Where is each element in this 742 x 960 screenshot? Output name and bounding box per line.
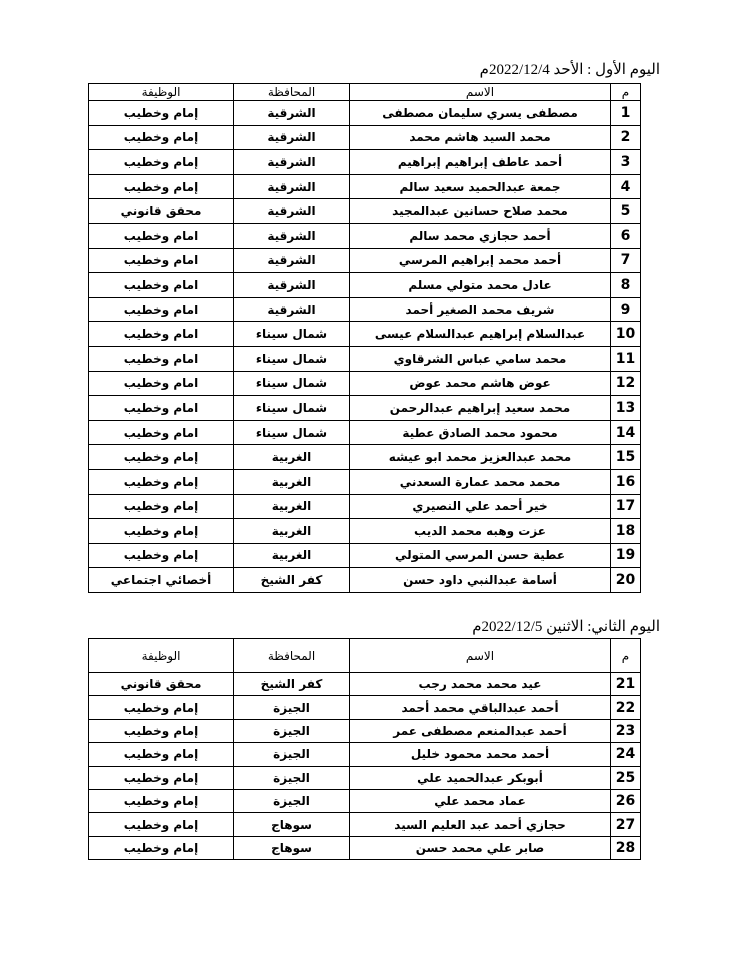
- table-row: [89, 150, 641, 175]
- row-name: محمد محمد عمارة السعدني: [350, 469, 611, 494]
- row-job: إمام وخطيب: [89, 445, 234, 470]
- row-name: محمد سامي عباس الشرقاوي: [350, 346, 611, 371]
- row-number: 13: [611, 396, 641, 421]
- header-name: الاسم: [350, 84, 611, 101]
- row-job: إمام وخطيب: [89, 469, 234, 494]
- header-name: الاسم: [350, 639, 611, 673]
- row-governorate: شمال سيناء: [234, 396, 350, 421]
- row-job: امام وخطيب: [89, 396, 234, 421]
- row-governorate: الشرقية: [234, 273, 350, 298]
- table-row: [89, 248, 641, 273]
- table-row: [89, 469, 641, 494]
- header-number: م: [611, 639, 641, 673]
- row-number: 17: [611, 494, 641, 519]
- table-row: [89, 371, 641, 396]
- row-name: أحمد عاطف إبراهيم إبراهيم: [350, 150, 611, 175]
- row-job: إمام وخطيب: [89, 174, 234, 199]
- table-row: [89, 543, 641, 568]
- header-job: الوظيفة: [89, 639, 234, 673]
- row-governorate: الشرقية: [234, 150, 350, 175]
- row-name: عيد محمد محمد رجب: [350, 673, 611, 696]
- row-governorate: الغربية: [234, 494, 350, 519]
- row-number: 3: [611, 150, 641, 175]
- row-governorate: الشرقية: [234, 199, 350, 224]
- row-job: إمام وخطيب: [89, 696, 234, 719]
- row-job: امام وخطيب: [89, 248, 234, 273]
- header-governorate: المحافظة: [234, 639, 350, 673]
- table-row: [89, 789, 641, 812]
- row-governorate: الغربية: [234, 519, 350, 544]
- row-number: 8: [611, 273, 641, 298]
- table-row: [89, 199, 641, 224]
- row-name: عبدالسلام إبراهيم عبدالسلام عيسى: [350, 322, 611, 347]
- row-job: إمام وخطيب: [89, 543, 234, 568]
- row-number: 25: [611, 766, 641, 789]
- row-name: محمد صلاح حسانين عبدالمجيد: [350, 199, 611, 224]
- row-governorate: شمال سيناء: [234, 420, 350, 445]
- row-name: عزت وهبه محمد الديب: [350, 519, 611, 544]
- row-governorate: الغربية: [234, 543, 350, 568]
- row-number: 27: [611, 813, 641, 836]
- row-number: 16: [611, 469, 641, 494]
- table-row: [89, 273, 641, 298]
- row-job: إمام وخطيب: [89, 766, 234, 789]
- row-governorate: سوهاج: [234, 836, 350, 859]
- row-number: 1: [611, 101, 641, 126]
- day2-heading: اليوم الثاني: الاثنين 2022/12/5م: [472, 619, 660, 635]
- row-name: أحمد محمد محمود خليل: [350, 743, 611, 766]
- row-governorate: شمال سيناء: [234, 322, 350, 347]
- row-job: إمام وخطيب: [89, 789, 234, 812]
- row-name: أحمد عبدالباقي محمد أحمد: [350, 696, 611, 719]
- row-number: 6: [611, 223, 641, 248]
- row-name: شريف محمد الصغير أحمد: [350, 297, 611, 322]
- row-governorate: شمال سيناء: [234, 371, 350, 396]
- row-job: إمام وخطيب: [89, 150, 234, 175]
- row-name: عوض هاشم محمد عوض: [350, 371, 611, 396]
- day2-table: [88, 638, 641, 860]
- row-governorate: كفر الشيخ: [234, 673, 350, 696]
- row-job: امام وخطيب: [89, 223, 234, 248]
- table-row: [89, 346, 641, 371]
- table-row: [89, 568, 641, 593]
- row-name: صابر علي محمد حسن: [350, 836, 611, 859]
- table-row: [89, 101, 641, 126]
- row-name: أحمد حجازي محمد سالم: [350, 223, 611, 248]
- row-number: 24: [611, 743, 641, 766]
- row-name: أحمد محمد إبراهيم المرسي: [350, 248, 611, 273]
- row-job: إمام وخطيب: [89, 743, 234, 766]
- row-number: 9: [611, 297, 641, 322]
- row-number: 23: [611, 719, 641, 742]
- table-row: [89, 743, 641, 766]
- row-number: 5: [611, 199, 641, 224]
- row-job: إمام وخطيب: [89, 813, 234, 836]
- row-governorate: الجيزة: [234, 696, 350, 719]
- header-number: م: [611, 84, 641, 101]
- row-number: 10: [611, 322, 641, 347]
- row-name: أحمد عبدالمنعم مصطفى عمر: [350, 719, 611, 742]
- row-name: محمد سعيد إبراهيم عبدالرحمن: [350, 396, 611, 421]
- row-number: 14: [611, 420, 641, 445]
- table-row: [89, 322, 641, 347]
- row-name: عادل محمد متولي مسلم: [350, 273, 611, 298]
- row-governorate: الجيزة: [234, 789, 350, 812]
- table-row: [89, 519, 641, 544]
- row-job: إمام وخطيب: [89, 519, 234, 544]
- row-job: امام وخطيب: [89, 297, 234, 322]
- row-job: امام وخطيب: [89, 273, 234, 298]
- row-name: مصطفى يسري سليمان مصطفى: [350, 101, 611, 126]
- row-job: إمام وخطيب: [89, 836, 234, 859]
- row-governorate: شمال سيناء: [234, 346, 350, 371]
- row-number: 7: [611, 248, 641, 273]
- row-name: جمعة عبدالحميد سعيد سالم: [350, 174, 611, 199]
- row-governorate: الشرقية: [234, 101, 350, 126]
- table-row: [89, 494, 641, 519]
- row-number: 2: [611, 125, 641, 150]
- row-number: 15: [611, 445, 641, 470]
- row-governorate: الشرقية: [234, 125, 350, 150]
- table-row: [89, 719, 641, 742]
- row-name: محمد السيد هاشم محمد: [350, 125, 611, 150]
- table-row: [89, 125, 641, 150]
- row-name: أبوبكر عبدالحميد علي: [350, 766, 611, 789]
- header-governorate: المحافظة: [234, 84, 350, 101]
- row-job: إمام وخطيب: [89, 101, 234, 126]
- row-number: 26: [611, 789, 641, 812]
- row-name: عطية حسن المرسي المتولي: [350, 543, 611, 568]
- row-name: حجازي أحمد عبد العليم السيد: [350, 813, 611, 836]
- table-row: [89, 420, 641, 445]
- table-row: [89, 673, 641, 696]
- day1-table: [88, 83, 641, 593]
- row-job: إمام وخطيب: [89, 719, 234, 742]
- row-governorate: سوهاج: [234, 813, 350, 836]
- row-job: امام وخطيب: [89, 420, 234, 445]
- row-name: أسامة عبدالنبي داود حسن: [350, 568, 611, 593]
- row-name: محمد عبدالعزيز محمد ابو عيشه: [350, 445, 611, 470]
- row-number: 12: [611, 371, 641, 396]
- table-row: [89, 696, 641, 719]
- table-row: [89, 297, 641, 322]
- row-number: 21: [611, 673, 641, 696]
- row-job: محقق قانوني: [89, 199, 234, 224]
- day1-heading: اليوم الأول : الأحد 2022/12/4م: [479, 62, 660, 78]
- table-row: [89, 174, 641, 199]
- row-name: محمود محمد الصادق عطية: [350, 420, 611, 445]
- row-governorate: كفر الشيخ: [234, 568, 350, 593]
- row-governorate: الشرقية: [234, 248, 350, 273]
- row-governorate: الجيزة: [234, 719, 350, 742]
- row-governorate: الشرقية: [234, 174, 350, 199]
- row-governorate: الجيزة: [234, 743, 350, 766]
- row-governorate: الغربية: [234, 445, 350, 470]
- table-row: [89, 813, 641, 836]
- table-row: [89, 445, 641, 470]
- row-number: 22: [611, 696, 641, 719]
- table-header-row: [89, 639, 641, 673]
- row-job: إمام وخطيب: [89, 125, 234, 150]
- row-job: محقق قانوني: [89, 673, 234, 696]
- table-row: [89, 766, 641, 789]
- row-governorate: الجيزة: [234, 766, 350, 789]
- row-number: 4: [611, 174, 641, 199]
- row-number: 28: [611, 836, 641, 859]
- header-job: الوظيفة: [89, 84, 234, 101]
- table-row: [89, 396, 641, 421]
- row-number: 11: [611, 346, 641, 371]
- row-name: عماد محمد علي: [350, 789, 611, 812]
- row-number: 20: [611, 568, 641, 593]
- row-number: 19: [611, 543, 641, 568]
- row-name: خير أحمد علي النصيري: [350, 494, 611, 519]
- row-job: امام وخطيب: [89, 346, 234, 371]
- row-governorate: الغربية: [234, 469, 350, 494]
- row-job: امام وخطيب: [89, 322, 234, 347]
- table-header-row: [89, 84, 641, 101]
- row-number: 18: [611, 519, 641, 544]
- row-job: امام وخطيب: [89, 371, 234, 396]
- row-job: أخصائي اجتماعي: [89, 568, 234, 593]
- row-governorate: الشرقية: [234, 223, 350, 248]
- table-row: [89, 836, 641, 859]
- table-row: [89, 223, 641, 248]
- row-job: إمام وخطيب: [89, 494, 234, 519]
- row-governorate: الشرقية: [234, 297, 350, 322]
